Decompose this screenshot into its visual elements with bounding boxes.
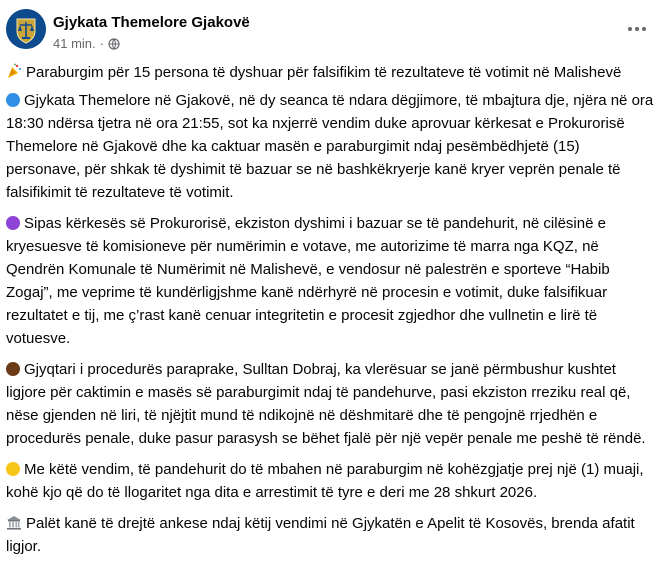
paragraph-text: Sipas kërkesës së Prokurorisë, ekziston dyshimi i bazuar se të pandehurit, në cilësinë e kryesuesve të komisioneve për numërimin e votave, me autorizime të marra nga KQZ, në Qendrën Komunale të Numërimit në Malishevë, e vendosur në palestrën e sporteve “Habib Zogaj”, me veprime të kundërligjshme kanë ndërhyrë në procesin e votimit, duke falsifikuar rezultatet e tij, me ç’rast kanë cenuar integritetin e procesit zgjedhor dhe vullnetin e lirë të votuesve.	[6, 215, 610, 347]
more-horizontal-icon	[627, 26, 647, 32]
post-paragraph	[6, 89, 654, 204]
more-options-button[interactable]	[625, 19, 649, 39]
party-popper-icon	[6, 63, 22, 79]
paragraph-text: Me këtë vendim, të pandehurit do të mbahen në paraburgim në kohëzgjatje prej një (1) muaji, kohë kjo që do të llogaritet nga dita e arrestimit të tyre e deri me 28 shkurt 2026.	[6, 461, 644, 501]
avatar[interactable]	[6, 9, 46, 49]
post-paragraph	[6, 358, 654, 450]
purple-circle-icon	[6, 216, 20, 230]
author-name[interactable]: Gjykata Themelore Gjakovë	[53, 14, 250, 31]
post-meta: 41 min. ·	[53, 36, 120, 51]
post-time[interactable]: 41 min.	[53, 36, 96, 51]
yellow-circle-icon	[6, 462, 20, 476]
paragraph-text: Gjykata Themelore në Gjakovë, në dy seanca të ndara dëgjimore, të mbajtura dje, njëra në ora 18:30 ndërsa tjetra në ora 21:55, sot ka nxjerrë vendim duke aprovuar kërkesat e Prokurorisë Themelore në Gjakovë dhe ka caktuar masën e paraburgimit ndaj pesëmbëdhjetë (15) personave, për shkak të dyshimit të bazuar se në bashkëkryerje kanë kryer veprën penale të falsifikimit të rezultateve të votimit.	[6, 92, 654, 201]
paragraph-text: Palët kanë të drejtë ankese ndaj këtij vendimi në Gjykatën e Apelit të Kosovës, brenda afatit ligjor.	[6, 515, 635, 555]
globe-icon	[108, 38, 120, 50]
paragraph-text: Paraburgim për 15 persona të dyshuar për falsifikim të rezultateve të votimit në Malishevë	[26, 64, 622, 81]
post-paragraph	[6, 458, 654, 504]
post-text	[6, 61, 654, 566]
post-paragraph-headline	[6, 61, 654, 84]
post-header	[6, 9, 665, 57]
classical-building-icon	[6, 515, 22, 530]
court-emblem-icon	[6, 9, 46, 49]
post-paragraph	[6, 512, 654, 558]
brown-circle-icon	[6, 362, 20, 376]
post-paragraph	[6, 212, 654, 350]
paragraph-text: Gjyqtari i procedurës paraprake, Sulltan Dobraj, ka vlerësuar se janë përmbushur kushtet ligjore për caktimin e masës së paraburgimit ndaj të pandehurve, pasi ekziston rreziku real që, nëse gjenden në liri, të njëjtit mund të ndikojnë në dëshmitarë dhe të pengojnë rrjedhën e procedurës penale, duke pasur parasysh se bëhet fjalë për një vepër penale me peshë të rëndë.	[6, 361, 646, 447]
blue-circle-icon	[6, 93, 20, 107]
